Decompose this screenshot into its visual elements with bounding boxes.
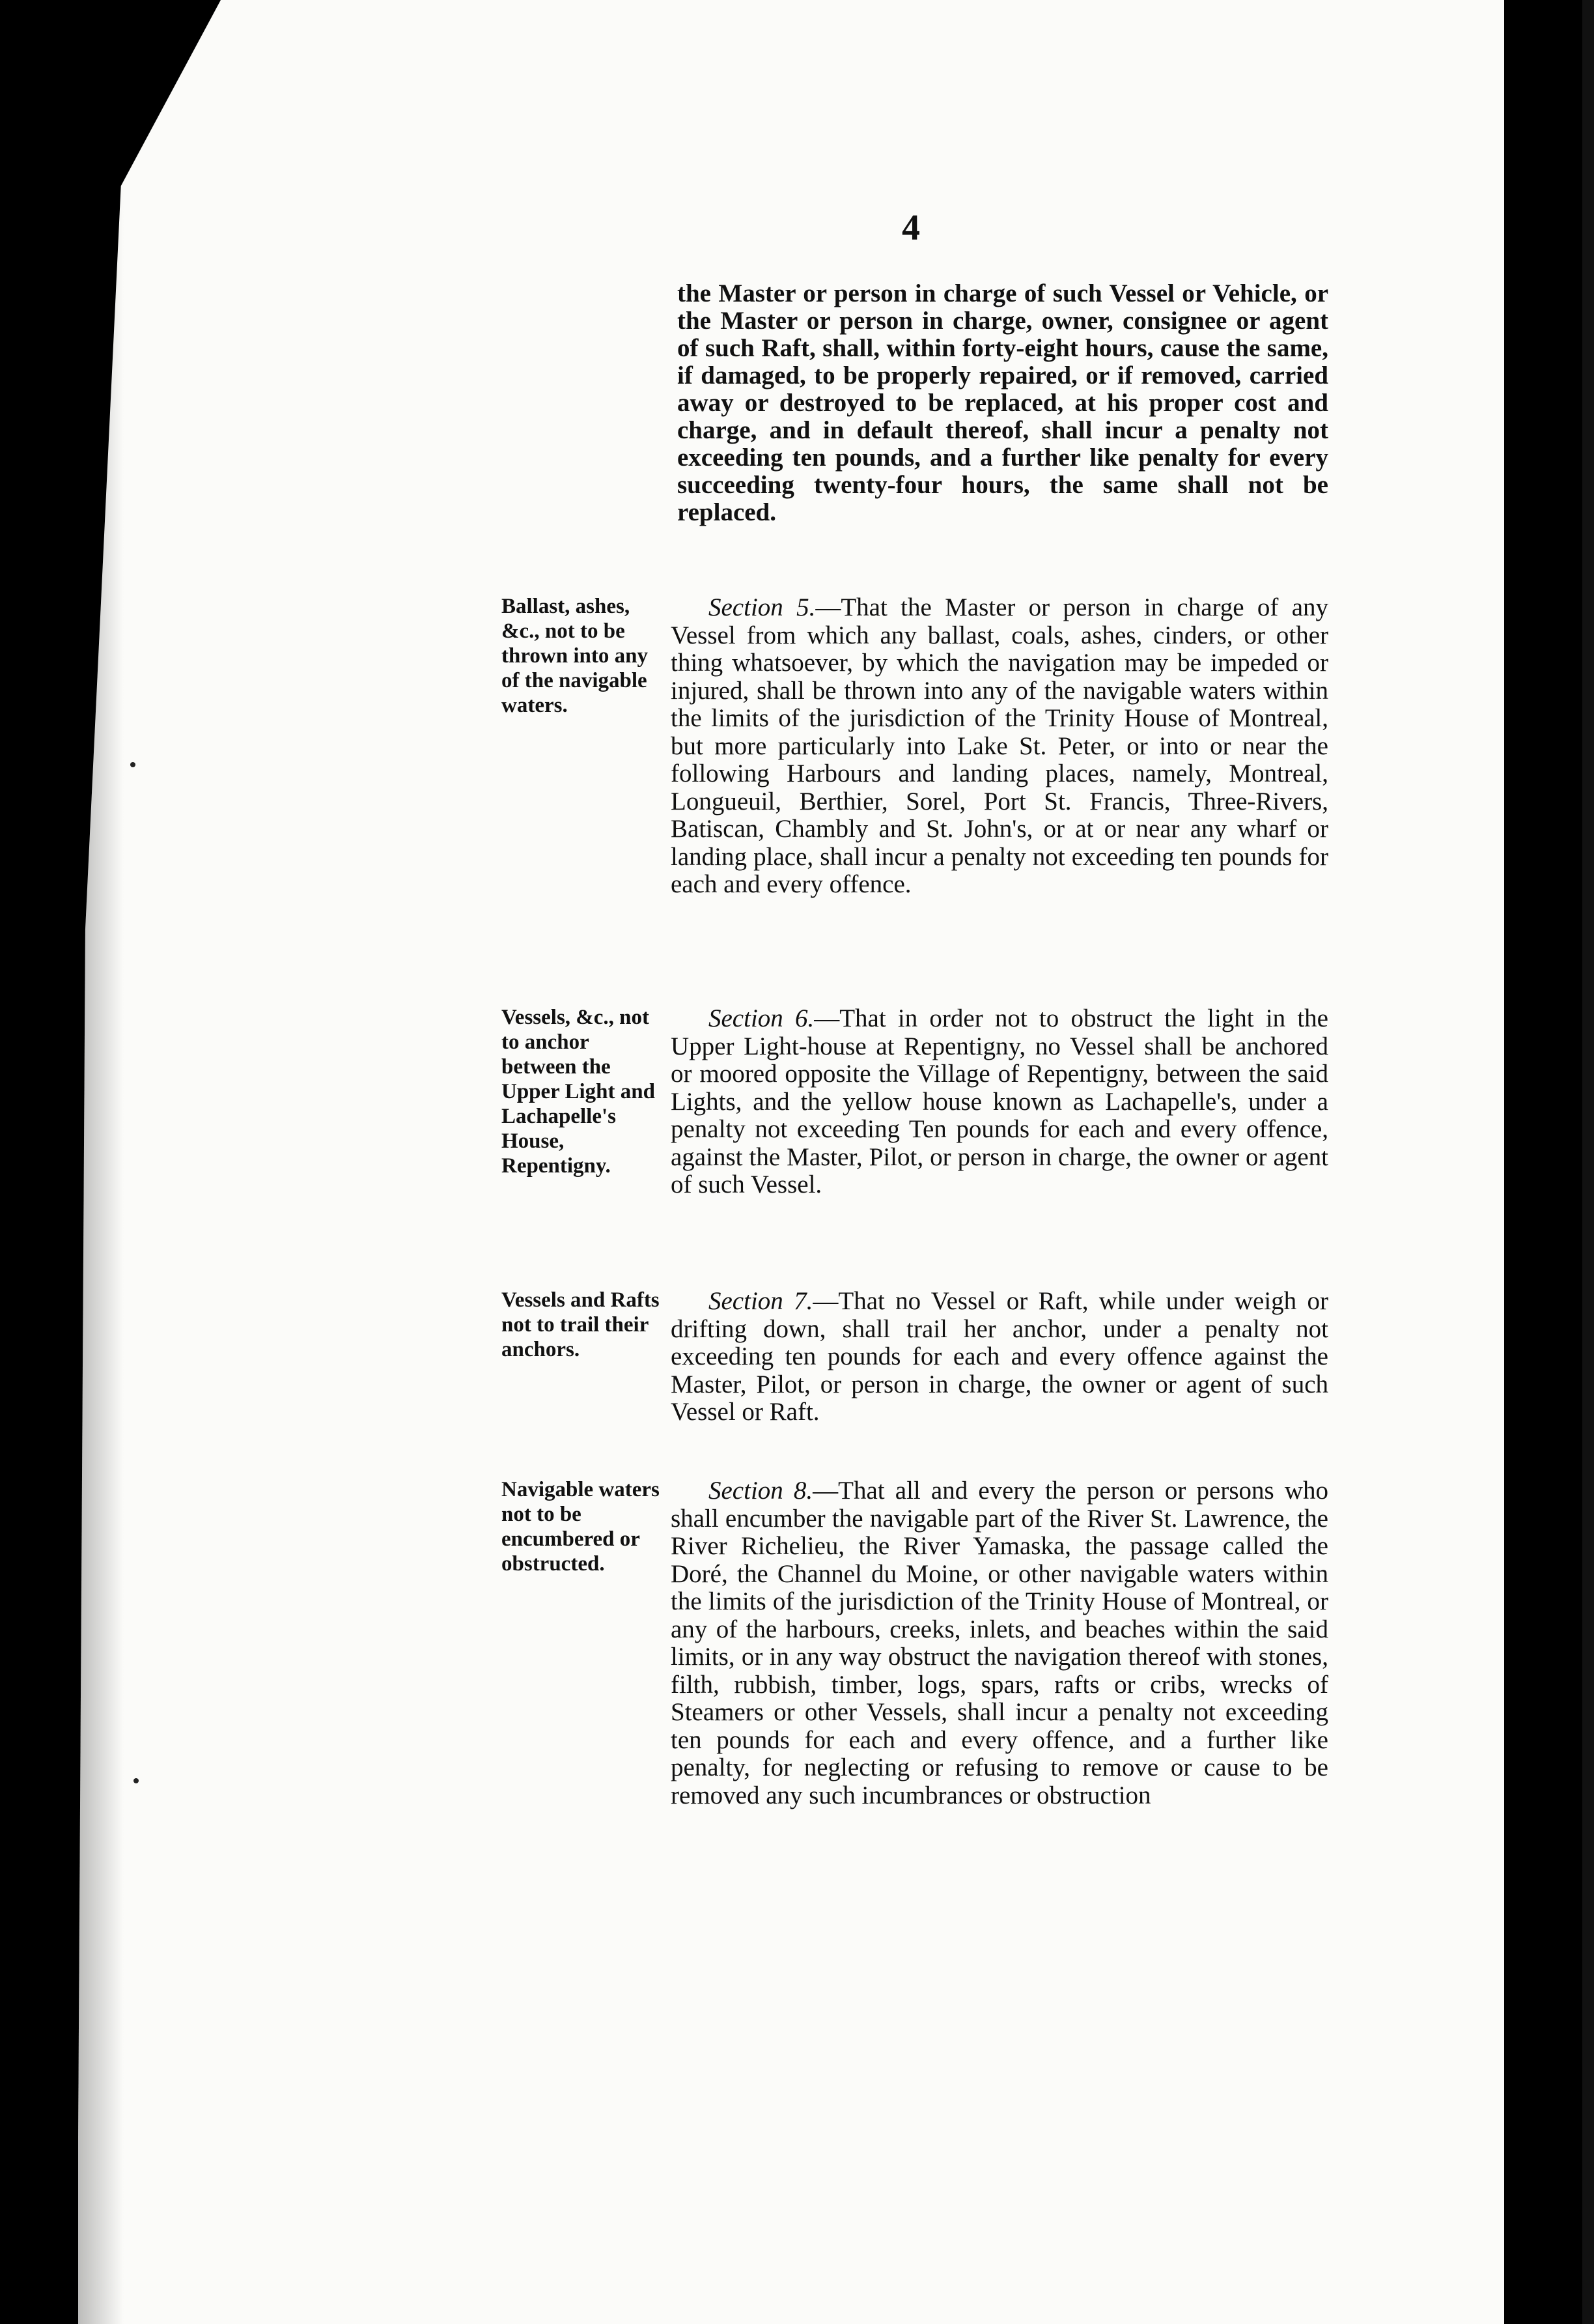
section-body: [671, 1005, 1328, 1199]
section-text: —That no Vessel or Raft, while under weigh or drifting down, shall trail her anchor, under a penalty not exceeding ten pounds for each and every offence against the Master, Pilot, or person in charge, the owner or agent of such Vessel or Raft.: [671, 1287, 1328, 1426]
scan-edge: [1582, 0, 1594, 2324]
scan-speck: [130, 762, 135, 767]
page-number: 4: [902, 208, 920, 248]
margin-note: Vessels, &c., not to anchor between the Upper Light and Lachapelle's House, Repentigny.: [501, 1006, 655, 1178]
section-body: [671, 1477, 1328, 1809]
section-text: —That in order not to obstruct the light in the Upper Light-house at Repentigny, no Vessel shall be anchored or moored opposite the Village of Repentigny, between the said Lights, and the yellow house known as Lachapelle's, under a penalty not exceeding Ten pounds for each and every offence, against the Master, Pilot, or person in charge, the owner or agent of such Vessel.: [671, 1004, 1328, 1198]
scan-speck: [133, 1778, 139, 1783]
margin-note: Ballast, ashes, &c., not to be thrown into any of the navigable waters.: [501, 595, 648, 717]
section-body: [671, 1288, 1328, 1426]
section-label: Section 8.: [708, 1477, 813, 1505]
section-label: Section 6.: [708, 1004, 815, 1032]
section-label: Section 5.: [708, 593, 816, 621]
section-label: Section 7.: [708, 1287, 813, 1315]
margin-note: Vessels and Rafts not to trail their anchors.: [501, 1288, 660, 1361]
continued-paragraph: the Master or person in charge of such Vessel or Vehicle, or the Master or person in charge, owner, consignee or agent of such Raft, shall, within forty-eight hours, cause the same, if damaged, to be properly repaired, or if removed, carried away or destroyed to be replaced, at his proper cost and charge, and in default thereof, shall incur a penalty not exceeding ten pounds, and a further like penalty for every succeeding twenty-four hours, the same shall not be replaced.: [677, 279, 1328, 526]
margin-note: Navigable waters not to be encumbered or obstructed.: [501, 1478, 660, 1576]
section-body: [671, 594, 1328, 899]
page-fold-shadow: [78, 0, 124, 2324]
section-text: —That the Master or person in charge of any Vessel from which any ballast, coals, ashes, cinders, or other thing whatsoever, by which the navigation may be impeded or injured, shall be thrown into any of the navigable waters within the limits of the jurisdiction of the Trinity House of Montreal, but more particularly into Lake St. Peter, or into or near the following Harbours and landing places, namely, Montreal, Longueuil, Berthier, Sorel, Port St. Francis, Three-Rivers, Batiscan, Chambly and St. John's, or at or near any wharf or landing place, shall incur a penalty not exceeding ten pounds for each and every offence.: [671, 593, 1329, 898]
section-text: —That all and every the person or persons who shall encumber the navigable part of the River St. Lawrence, the River Richelieu, the River Yamaska, the passage called the Doré, the Channel du Moine, or other navigable waters within the limits of the jurisdiction of the Trinity House of Montreal, or any of the harbours, creeks, inlets, and beaches within the said limits, or in any way obstruct the navigation thereof with stones, filth, rubbish, timber, logs, spars, rafts or cribs, wrecks of Steamers or other Vessels, shall incur a penalty not exceeding ten pounds for each and every offence, and a further like penalty, for neglecting or refusing to remove or cause to be removed any such incumbrances or obstruction: [671, 1477, 1328, 1809]
